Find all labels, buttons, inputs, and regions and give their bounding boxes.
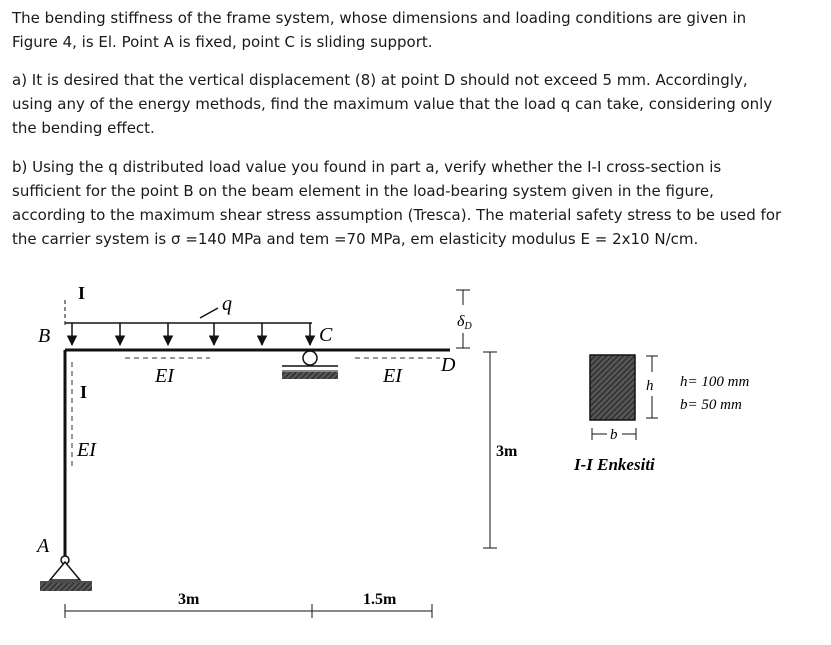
deflection-label: δD [457,313,472,332]
roller-support-c [282,351,338,379]
text-line: Figure 4, is El. Point A is fixed, point C is sliding support. [12,33,433,51]
section-b-symbol: b [610,427,618,443]
cross-section-rect [590,355,635,420]
text-line: sufficient for the point B on the beam element in the load-bearing system given in the figure, [12,182,714,200]
span-right-label: 1.5m [363,591,397,608]
text-line: The bending stiffness of the frame system, whose dimensions and loading conditions are given in [12,9,747,27]
text-line: a) It is desired that the vertical displacement (8) at point D should not exceed 5 mm. Accordingly, [12,71,748,89]
section-mark-top: I [78,283,86,303]
text-line: the bending effect. [12,119,155,137]
text-line: according to the maximum shear stress assumption (Tresca). The material safety stress to be used for [12,206,782,224]
section-h-symbol: h [646,378,654,394]
section-caption: I-I Enkesiti [574,455,655,474]
load-label: q [222,293,232,315]
height-label: 3m [496,443,518,460]
section-mark-side: I [80,382,88,402]
point-b-label: B [38,325,51,347]
text-line: using any of the energy methods, find the maximum value that the load q can take, considering only [12,95,773,113]
text-line: b) Using the q distributed load value you found in part a, verify whether the I-I cross-section is [12,158,722,176]
section-b-value: b= 50 mm [680,397,742,413]
beam-right-stiffness: EI [383,365,402,387]
point-d-label: D [441,354,456,376]
point-c-label: C [319,324,333,346]
height-dimension [483,352,497,548]
section-h-value: h= 100 mm [680,374,750,390]
pin-support-a [40,556,92,591]
span-left-label: 3m [178,591,200,608]
beam-left-stiffness: EI [155,365,174,387]
point-a-label: A [37,535,50,557]
text-line: the carrier system is σ =140 MPa and tem =70 MPa, em elasticity modulus E = 2x10 N/cm. [12,230,699,248]
column-stiffness: EI [77,439,96,461]
distributed-load [65,308,312,345]
